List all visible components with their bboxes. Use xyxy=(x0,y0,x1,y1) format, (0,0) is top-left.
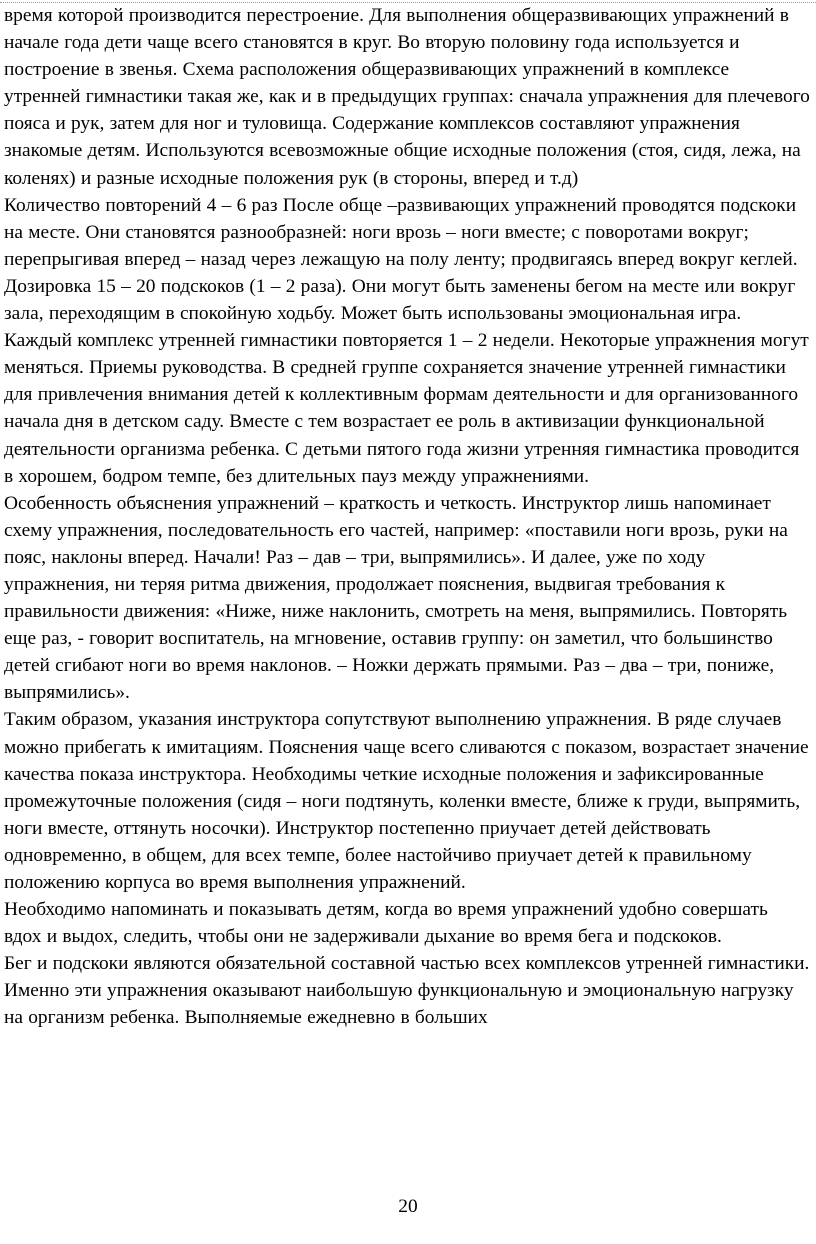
page-number: 20 xyxy=(398,1196,418,1217)
paragraph: время которой производится перестроение. Для выполнения общеразвивающих упражнений в начале года дети чаще всего становятся в круг. Во вторую половину года используется и построение в звенья. Схема расположения общеразвивающих упражнений в комплексе утренней гимнастики такая же, как и в предыдущих группах: сначала упражнения для плечевого пояса и рук, затем для ног и туловища. Содержание комплексов составляют упражнения знакомые детям. Используются всевозможные общие исходные положения (стоя, сидя, лежа, на коленях) и разные исходные положения рук (в стороны, вперед и т.д) xyxy=(4,5,810,189)
paragraph: Бег и подскоки являются обязательной составной частью всех комплексов утренней гимнастики. Именно эти упражнения оказывают наибольшую функциональную и эмоциональную нагрузку на организм ребенка. Выполняемые ежедневно в больших xyxy=(4,953,810,1029)
paragraph: Каждый комплекс утренней гимнастики повторяется 1 – 2 недели. Некоторые упражнения могут меняться. Приемы руководства. В средней группе сохраняется значение утренней гимнастики для привлечения внимания детей к коллективным формам деятельности и для организованного начала дня в детском саду. Вместе с тем возрастает ее роль в активизации функциональной деятельности организма ребенка. С детьми пятого года жизни утренняя гимнастика проводится в хорошем, бодром темпе, без длительных пауз между упражнениями. xyxy=(4,330,809,487)
paragraph: Необходимо напоминать и показывать детям, когда во время упражнений удобно совершать вдох и выдох, следить, чтобы они не задерживали дыхание во время бега и подскоков. xyxy=(4,899,768,948)
paragraph: Особенность объяснения упражнений – краткость и четкость. Инструктор лишь напоминает схему упражнения, последовательность его частей, например: «поставили ноги врозь, руки на пояс, наклоны вперед. Начали! Раз – дав – три, выпрямились». И далее, уже по ходу упражнения, ни теряя ритма движения, продолжает пояснения, выдвигая требования к правильности движения: «Ниже, ниже наклонить, смотреть на меня, выпрямились. Повторять еще раз, - говорит воспитатель, на мгновение, оставив группу: он заметил, что большинство детей сгибают ноги во время наклонов. – Ножки держать прямыми. Раз – два – три, пониже, выпрямились». xyxy=(4,492,788,704)
body-text xyxy=(4,2,810,1032)
paragraph: Таким образом, указания инструктора сопутствуют выполнению упражнения. В ряде случаев можно прибегать к имитациям. Пояснения чаще всего сливаются с показом, возрастает значение качества показа инструктора. Необходимы четкие исходные положения и зафиксированные промежуточные положения (сидя – ноги подтянуть, коленки вместе, ближе к груди, выпрямить, ноги вместе, оттянуть носочки). Инструктор постепенно приучает детей действовать одновременно, в общем, для всех темпе, более настойчиво приучает детей к правильному положению корпуса во время выполнения упражнений. xyxy=(4,709,809,893)
paragraph: Количество повторений 4 – 6 раз После обще –развивающих упражнений проводятся подскоки на месте. Они становятся разнообразней: ноги врозь – ноги вместе; с поворотами вокруг; перепрыгивая вперед – назад через лежащую на полу ленту; продвигаясь вперед вокруг кеглей. Дозировка 15 – 20 подскоков (1 – 2 раза). Они могут быть заменены бегом на месте или вокруг зала, переходящим в спокойную ходьбу. Может быть использованы эмоциональная игра. xyxy=(4,194,798,325)
